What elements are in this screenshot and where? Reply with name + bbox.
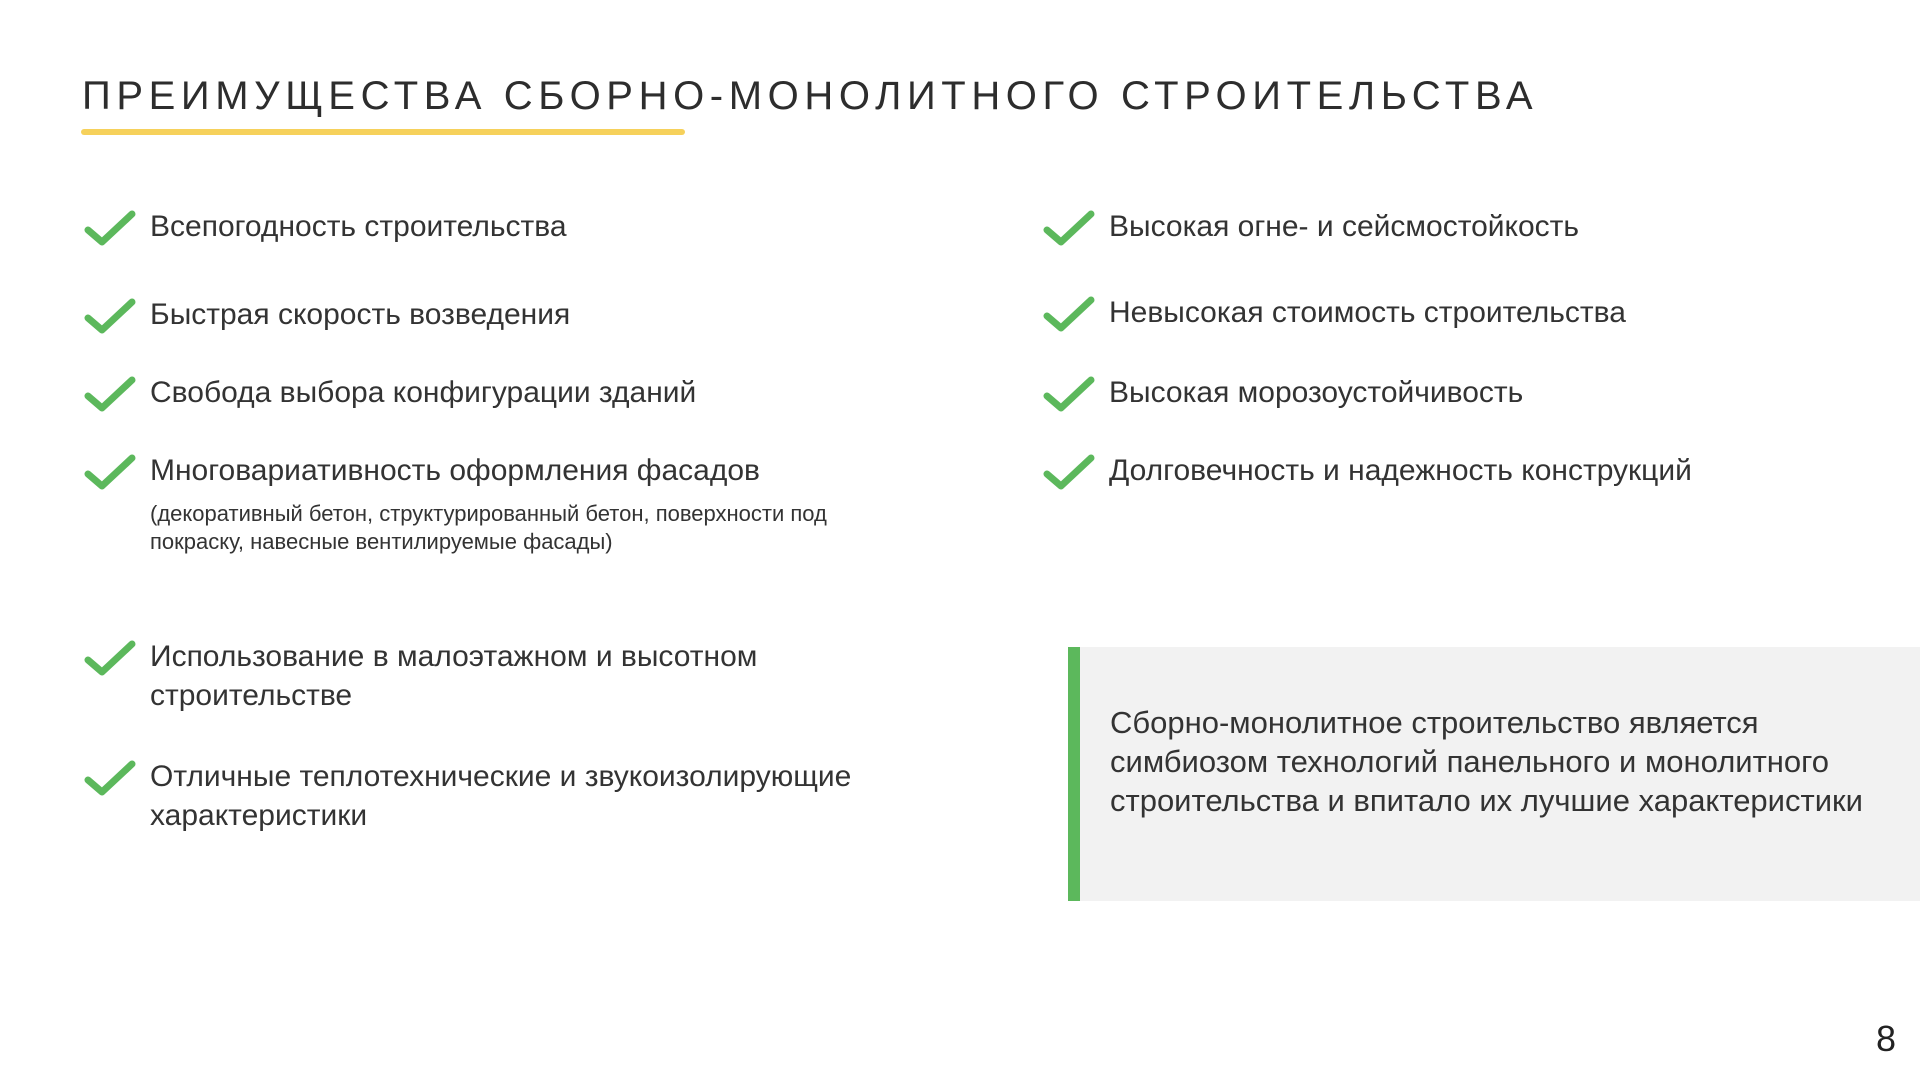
checkmark-icon xyxy=(1043,208,1095,248)
checkmark-icon xyxy=(84,452,136,492)
title-underline xyxy=(81,129,685,135)
checkmark-icon xyxy=(1043,294,1095,334)
list-item xyxy=(1043,207,1920,248)
checkmark-icon xyxy=(84,374,136,414)
list-item-text: Высокая огне- и сейсмостойкость xyxy=(1109,210,1580,243)
list-item xyxy=(1043,373,1920,414)
list-item xyxy=(1043,293,1920,334)
list-item xyxy=(84,637,910,715)
callout-accent-bar xyxy=(1068,647,1080,901)
checkmark-icon xyxy=(84,758,136,798)
list-item-text: Отличные теплотехнические и звукоизолирующие характеристики xyxy=(150,760,852,832)
list-item-text: Долговечность и надежность конструкций xyxy=(1109,454,1692,487)
list-item-text: Всепогодность строительства xyxy=(150,210,567,243)
callout-box xyxy=(1068,647,1920,901)
list-item-text: Высокая морозоустойчивость xyxy=(1109,376,1524,409)
list-item-note: (декоративный бетон, структурированный бетон, поверхности под покраску, навесные вентилируемые фасады) xyxy=(150,501,827,554)
checkmark-icon xyxy=(84,208,136,248)
list-item-text: Многовариативность оформления фасадов xyxy=(150,454,760,487)
list-item-text: Использование в малоэтажном и высотном строительстве xyxy=(150,640,758,712)
slide-title: ПРЕИМУЩЕСТВА СБОРНО-МОНОЛИТНОГО СТРОИТЕЛЬСТВА xyxy=(82,74,1539,118)
list-item xyxy=(84,295,950,336)
list-item xyxy=(84,451,970,556)
checkmark-icon xyxy=(1043,374,1095,414)
list-item-text: Быстрая скорость возведения xyxy=(150,298,571,331)
checkmark-icon xyxy=(1043,452,1095,492)
list-item xyxy=(84,207,950,248)
callout-text: Сборно-монолитное строительство является симбиозом технологий панельного и монолитного строительства и впитало их лучшие характеристики xyxy=(1110,705,1863,818)
checkmark-icon xyxy=(84,638,136,678)
list-item-text: Невысокая стоимость строительства xyxy=(1109,296,1626,329)
checkmark-icon xyxy=(84,296,136,336)
list-item xyxy=(84,373,950,414)
list-item-text: Свобода выбора конфигурации зданий xyxy=(150,376,697,409)
list-item xyxy=(84,757,1030,835)
page-number: 8 xyxy=(1875,1018,1896,1059)
list-item-text-group xyxy=(150,451,970,556)
list-item xyxy=(1043,451,1920,492)
